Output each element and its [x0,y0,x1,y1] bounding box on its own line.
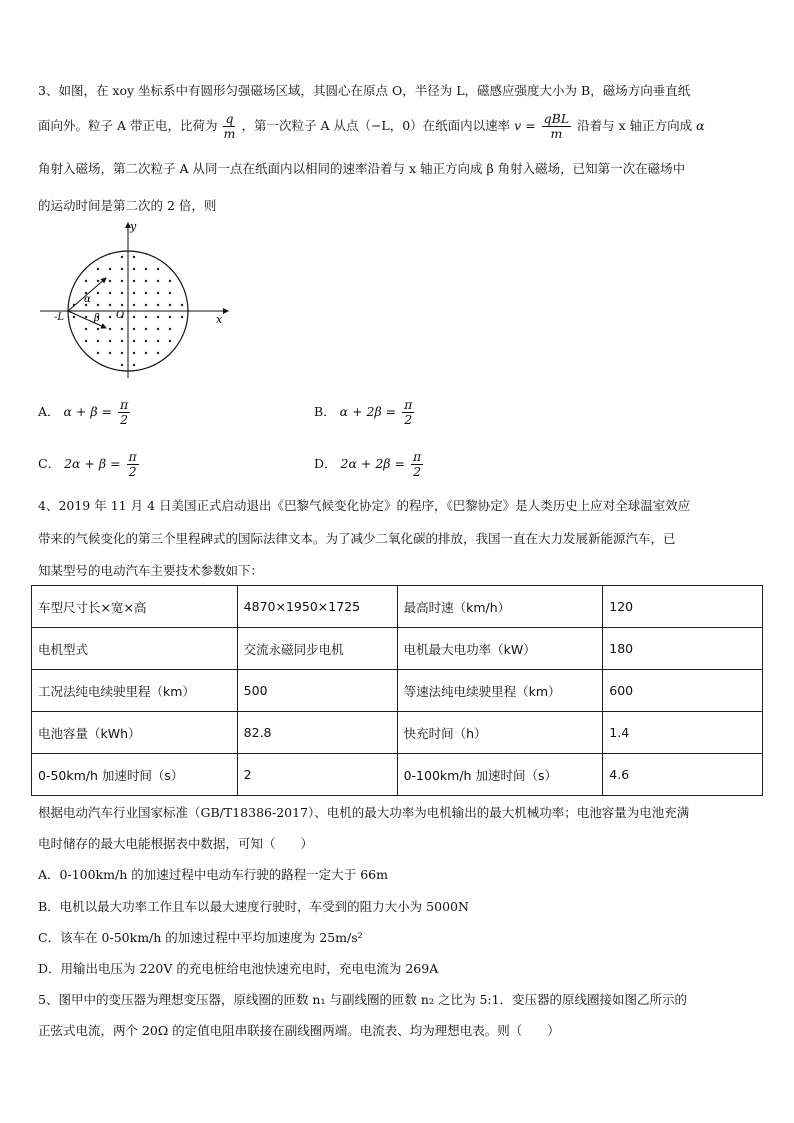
option-letter: C． [38,456,61,471]
q4-line-1: 4、2019 年 11 月 4 日美国正式启动退出《巴黎气候变化协定》的程序，《巴黎协定》是人类历史上应对全球温室效应 [38,498,691,513]
field-dot [109,316,111,318]
table-row [32,628,763,670]
fraction-numerator: π [128,449,137,464]
field-dot [169,340,171,342]
q4-option-d[interactable]: D．用输出电压为 220V 的充电桩给电池快速充电时，充电电流为 269A [38,961,439,976]
q3-option-c[interactable] [38,450,141,479]
table-row [32,712,763,754]
field-dot [109,304,111,306]
field-dot [121,304,123,306]
field-dot [133,364,135,366]
table-cell: 180 [603,628,763,670]
q4-option-a[interactable]: A．0-100km/h 的加速过程中电动车行驶的路程一定大于 66m [38,867,388,882]
field-dot [145,280,147,282]
field-dot [145,328,147,330]
field-dot [157,352,159,354]
field-dot [133,316,135,318]
option-expression: α + β = [63,404,113,419]
option-letter: A． [38,404,60,419]
table-cell: 600 [603,670,763,712]
field-dot [145,352,147,354]
field-dot [133,340,135,342]
q3-option-b[interactable] [314,398,416,427]
field-dot [145,304,147,306]
field-dot [97,268,99,270]
field-dot [121,352,123,354]
field-dot [109,340,111,342]
field-dot [157,280,159,282]
field-dot [157,328,159,330]
q3-line-4: 的运动时间是第二次的 2 倍，则 [38,198,217,213]
fraction-denominator: 2 [120,412,129,427]
q4-after-line-1: 根据电动汽车行业国家标准（GB/T18386-2017）、电机的最大功率为电机输出的最大机械功率；电池容量为电池充满 [38,805,690,820]
option-fraction [402,398,414,427]
field-dot [121,364,123,366]
field-dot [133,304,135,306]
ev-spec-table [31,585,763,796]
fraction-denominator: 2 [128,464,137,479]
fraction-numerator: π [412,449,422,464]
y-axis-label: y [130,220,137,233]
field-dot [169,316,171,318]
q3-option-d[interactable] [314,450,425,479]
option-fraction [127,450,139,479]
table-cell: 500 [237,670,397,712]
alpha-symbol: α [696,118,705,133]
neg-l-label: -L [54,312,65,323]
fraction-numerator: π [404,397,413,412]
field-dot [121,328,123,330]
table-row [32,670,763,712]
table-cell: 工况法纯电续驶里程（km） [32,670,238,712]
table-cell: 4870×1950×1725 [237,586,397,628]
field-dot [145,268,147,270]
q3-line-2-a: 面向外。粒子 A 带正电，比荷为 [38,118,218,133]
option-fraction [411,450,423,479]
table-cell: 最高时速（km/h） [397,586,603,628]
q4-line-2: 带来的气候变化的第三个里程碑式的国际法律文本。为了减少二氧化碳的排放，我国一直在大力发展新能源汽车，已 [38,531,676,546]
field-dot [73,316,75,318]
table-cell: 82.8 [237,712,397,754]
option-expression: 2α + β = [64,456,121,471]
q4-line-3: 知某型号的电动汽车主要技术参数如下： [38,563,264,578]
fraction-denominator: 2 [413,464,422,479]
field-dot [181,304,183,306]
field-dot [133,268,135,270]
field-dot [133,280,135,282]
table-row [32,586,763,628]
field-dot [181,316,183,318]
field-dot [85,280,87,282]
field-dot [145,340,147,342]
field-dot [97,340,99,342]
field-dot [157,316,159,318]
velocity-arrow-beta [68,311,106,328]
field-dot [85,340,87,342]
q4-option-c[interactable]: C．该车在 0-50km/h 的加速过程中平均加速度为 25m/s² [38,930,363,945]
fraction-numerator: qBL [543,111,570,126]
field-dot [169,328,171,330]
q4-after-line-2: 电时储存的最大电能根据表中数据，可知（ ） [38,836,314,851]
q3-line-2 [38,112,705,141]
field-dot [121,268,123,270]
field-dot [97,352,99,354]
q5-line-1: 5、图甲中的变压器为理想变压器，原线圈的匝数 n₁ 与副线圈的匝数 n₂ 之比为 5:1．变压器的原线圈接如图乙所示的 [38,992,688,1007]
option-expression: α + 2β = [339,404,397,419]
alpha-angle-label: α [84,294,91,305]
field-dot [121,280,123,282]
table-cell: 等速法纯电续驶里程（km） [397,670,603,712]
field-dot [169,280,171,282]
q5-line-2: 正弦式电流，两个 20Ω 的定值电阻串联接在副线圈两端。电流表、均为理想电表。则（ ） [38,1023,560,1038]
option-expression: 2α + 2β = [340,456,405,471]
table-cell: 0-100km/h 加速时间（s） [397,754,603,796]
q3-line-2-c: 沿着与 x 轴正方向成 [577,118,693,133]
q3-option-a[interactable] [38,398,132,427]
field-dot [157,304,159,306]
table-row [32,754,763,796]
field-dot [97,328,99,330]
field-dot [109,280,111,282]
field-dot [109,328,111,330]
q3-line-1: 3、如图，在 xoy 坐标系中有圆形匀强磁场区域，其圆心在原点 O，半径为 L，磁感应强度大小为 B，磁场方向垂直纸 [38,83,691,98]
fraction-denominator: m [550,126,563,141]
table-cell: 快充时间（h） [397,712,603,754]
field-dot [157,292,159,294]
table-cell: 车型尺寸长×宽×高 [32,586,238,628]
field-dot [85,316,87,318]
field-dot [97,292,99,294]
field-dot [145,292,147,294]
table-cell: 1.4 [603,712,763,754]
field-dot [97,304,99,306]
q3-line-2-b: ，第一次粒子 A 从点（−L，0）在纸面内以速率 [241,118,511,133]
x-axis-label: x [216,313,223,326]
table-cell: 4.6 [603,754,763,796]
field-dot [121,256,123,258]
field-dot [121,340,123,342]
field-dot [109,268,111,270]
magnetic-field-figure [40,220,240,380]
field-dot [157,268,159,270]
field-dot [97,280,99,282]
q4-option-b[interactable]: B．电机以最大功率工作且车以最大速度行驶时，车受到的阻力大小为 5000N [38,899,469,914]
option-fraction [118,398,130,427]
fraction-numerator: π [120,397,129,412]
field-dot [133,292,135,294]
table-cell: 电机最大电功率（kW） [397,628,603,670]
table-cell: 交流永磁同步电机 [237,628,397,670]
table-cell: 2 [237,754,397,796]
field-dot [145,316,147,318]
beta-angle-label: β [94,313,100,324]
velocity-equation: v = [514,118,536,133]
charge-mass-ratio-fraction [223,112,235,141]
q3-line-3: 角射入磁场，第二次粒子 A 从同一点在纸面内以相同的速率沿着与 x 轴正方向成 β 角射入磁场，已知第一次在磁场中 [38,161,686,176]
origin-label: O [116,310,125,321]
field-dot [133,328,135,330]
fraction-numerator: q [225,111,234,126]
option-letter: B． [314,404,336,419]
fraction-denominator: m [223,126,236,141]
field-dot [169,292,171,294]
field-dot [85,328,87,330]
table-cell: 电池容量（kWh） [32,712,238,754]
field-dot [133,352,135,354]
field-dot [121,292,123,294]
field-dot [109,352,111,354]
table-cell: 0-50km/h 加速时间（s） [32,754,238,796]
option-letter: D． [314,456,337,471]
field-dot [169,304,171,306]
field-dot [133,256,135,258]
velocity-fraction [542,112,572,141]
table-cell: 电机型式 [32,628,238,670]
field-dot [109,292,111,294]
table-cell: 120 [603,586,763,628]
fraction-denominator: 2 [404,412,413,427]
field-dot [157,340,159,342]
